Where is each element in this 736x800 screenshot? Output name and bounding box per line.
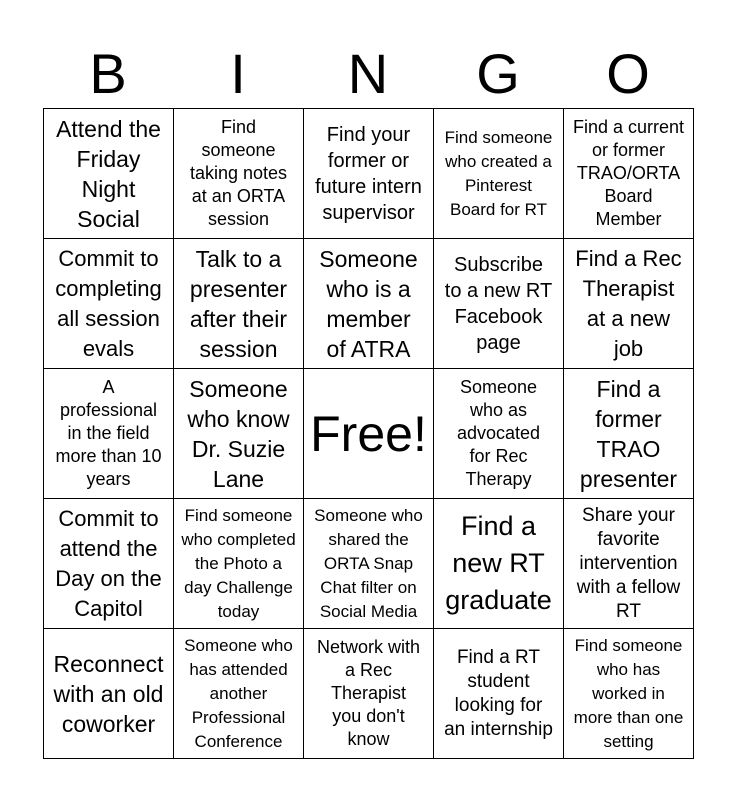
- header-letter-n: N: [347, 42, 389, 105]
- bingo-cell-r3-c2: [174, 369, 304, 499]
- cell-text: Commit to completing all session evals: [55, 245, 162, 361]
- bingo-cell-r2-c1: [44, 239, 174, 369]
- bingo-cell-r5-c3: [304, 629, 434, 759]
- bingo-cell-r4-c2: [174, 499, 304, 629]
- bingo-cell-r5-c4: [434, 629, 564, 759]
- cell-text: Someone who is a member of ATRA: [319, 245, 418, 362]
- cell-text: Find someone who completed the Photo a day Challenge today: [181, 505, 296, 621]
- cell-text: Find a Rec Therapist at a new job: [575, 245, 682, 361]
- cell-text: Find someone who created a Pinterest Board for RT: [444, 127, 553, 219]
- bingo-cell-r4-c5: [564, 499, 694, 629]
- cell-text: Someone who shared the ORTA Snap Chat filter on Social Media: [314, 505, 423, 621]
- bingo-cell-r2-c2: [174, 239, 304, 369]
- bingo-cell-r1-c4: [434, 109, 564, 239]
- cell-text: Someone who know Dr. Suzie Lane: [187, 375, 290, 492]
- bingo-header: [43, 42, 693, 106]
- cell-text: Subscribe to a new RT Facebook page: [444, 253, 553, 354]
- bingo-cell-r2-c4: [434, 239, 564, 369]
- cell-text: Find a RT student looking for an internship: [444, 646, 553, 740]
- bingo-cell-free: [304, 369, 434, 499]
- cell-text: A professional in the field more than 10 years: [55, 377, 162, 489]
- bingo-cell-r5-c2: [174, 629, 304, 759]
- bingo-cell-r3-c5: [564, 369, 694, 499]
- bingo-cell-r2-c3: [304, 239, 434, 369]
- bingo-cell-r5-c1: [44, 629, 174, 759]
- cell-text: Find your former or future intern supervisor: [315, 123, 422, 224]
- bingo-cell-r3-c4: [434, 369, 564, 499]
- header-letter-b: B: [89, 42, 127, 105]
- header-letter-i: I: [230, 42, 246, 105]
- bingo-cell-r3-c1: [44, 369, 174, 499]
- bingo-cell-r1-c2: [174, 109, 304, 239]
- cell-text: Find someone taking notes at an ORTA session: [189, 117, 288, 229]
- cell-text: Someone who as advocated for Rec Therapy: [456, 377, 541, 489]
- bingo-cell-r5-c5: [564, 629, 694, 759]
- cell-text: Reconnect with an old coworker: [53, 650, 164, 737]
- cell-text: Find a new RT graduate: [445, 511, 552, 615]
- cell-text: Find a current or former TRAO/ORTA Board Member: [572, 117, 685, 229]
- header-letter-o: O: [606, 42, 650, 105]
- cell-text: Find someone who has worked in more than one setting: [573, 635, 684, 751]
- bingo-card-grid: [43, 108, 694, 759]
- cell-text: Someone who has attended another Professional Conference: [184, 635, 293, 751]
- bingo-cell-r2-c5: [564, 239, 694, 369]
- bingo-cell-r1-c5: [564, 109, 694, 239]
- cell-text: Attend the Friday Night Social: [56, 115, 161, 232]
- cell-text: Share your favorite intervention with a fellow RT: [576, 504, 681, 622]
- bingo-cell-r1-c3: [304, 109, 434, 239]
- header-letter-g: G: [476, 42, 520, 105]
- free-space-text: Free!: [310, 405, 427, 462]
- cell-text: Talk to a presenter after their session: [189, 245, 288, 362]
- bingo-cell-r1-c1: [44, 109, 174, 239]
- cell-text: Find a former TRAO presenter: [579, 375, 678, 492]
- bingo-cell-r4-c3: [304, 499, 434, 629]
- cell-text: Commit to attend the Day on the Capitol: [55, 505, 162, 621]
- cell-text: Network with a Rec Therapist you don't know: [316, 637, 421, 749]
- bingo-cell-r4-c1: [44, 499, 174, 629]
- bingo-cell-r4-c4: [434, 499, 564, 629]
